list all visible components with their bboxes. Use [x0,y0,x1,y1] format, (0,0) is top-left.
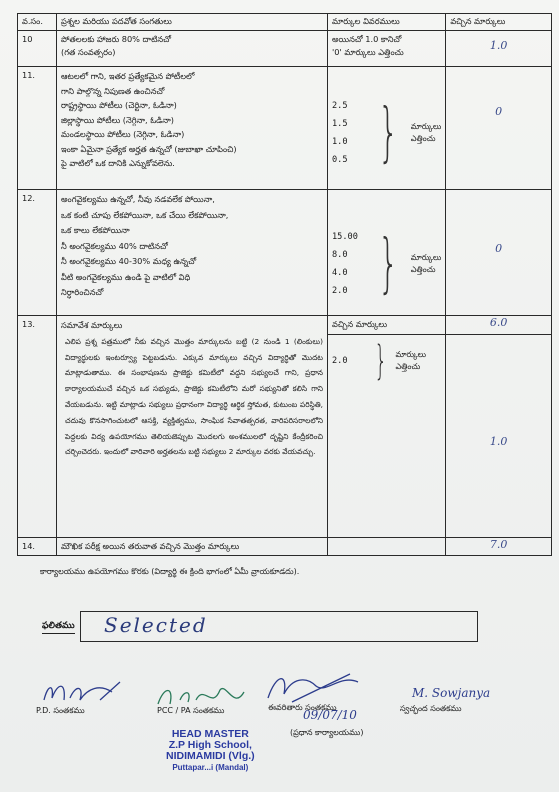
question-line: పోతలలకు హాజరు 80% దాటినచో [61,34,172,44]
row-number: 10 [18,31,57,67]
mark-value: 2.0 [332,355,348,366]
question-line: నీ అంగవైకల్యము 40% దాటినచో [61,240,168,251]
brace-label: ఎత్తించు [410,265,436,274]
row-obtained [446,538,552,556]
question-line: ఒక కాలు లేకపోయినా [61,225,130,235]
question-line: ఒక కంటి చూపు లేకపోయినా, ఒక చేయి లేకపోయినా, [61,209,229,220]
row-question [57,67,328,190]
question-line: (గత సంవత్సరం) [61,47,116,57]
brace-label: మార్కులు [410,253,442,262]
question-line: నిర్ధారించినచో [61,287,104,297]
obtained-label: వచ్చిన మార్కులు [332,319,388,329]
marks-table [17,13,552,556]
school-stamp [166,729,255,773]
row-question [57,190,328,316]
question-line: పై వాటిలో ఒక దానికి ఎన్నుకోవలెను. [61,158,175,168]
stamp-line: Z.P High School, [168,739,252,751]
signature-pd [40,678,130,708]
row-marks [328,538,446,556]
stamp-line: HEAD MASTER [171,728,249,740]
brace-label: ఎత్తించు [395,362,421,371]
table-header [18,14,552,31]
header-question: ప్రశ్నల మరియు పదవోత సంగతులు [57,14,328,31]
brace-label: మార్కులు [410,122,442,131]
question-line: జిల్లాస్థాయి పోటీలు (నెగ్గినా, ఓడినా) [61,114,174,125]
member-signature-label: ఈవరితారు సంతకము [268,703,337,712]
table-row [18,316,552,538]
brace-icon: } [378,227,399,301]
question-line: గాని పాల్గొన్న నిపుణత ఉంచినచో [61,85,165,96]
office-use-note: కార్యాలయము ఉపయోగము కొరకు (విద్యార్థి ఈ క్రింది భాగంలో ఏమీ వ్రాయకూడదు). [40,567,300,576]
result-label: ఫలితము [42,621,75,634]
row-question [57,538,328,556]
question-line: నీ అంగవైకల్యము 40-30% మధ్య ఉన్నచో [61,256,197,266]
obtained-top-value: 6.0 [489,316,508,329]
question-line: మండలస్థాయి పోటీలు (నెగ్గినా, ఓడినా) [61,129,185,139]
mark-value: 1.0 [332,137,348,147]
question-line: అంగవైకల్యము ఉన్నచో, నీవు నడవలేక పోయినా, [61,194,215,204]
pd-signature-label: P.D. సంతకము [36,706,85,715]
obtained-value: 0 [495,242,503,255]
mark-value: 15.00 [332,232,358,242]
member-signature-sub: (ప్రధాన కార్యాలయము) [290,728,364,737]
header-serial: వ.సం. [18,14,57,31]
table-row [18,190,552,316]
mark-value: 0.5 [332,155,348,165]
result-value: Selected [104,613,208,637]
row-marks [328,31,446,67]
row-number: 11. [18,67,57,190]
obtained-label-row [328,316,445,335]
pcc-signature-label: PCC / PA సంతకము [157,706,225,715]
mark-value: 1.5 [332,119,348,129]
obtained-value: 1.0 [489,435,508,448]
header-obtained: వచ్చిన మార్కులు [446,14,552,31]
row-marks [328,190,446,316]
row-question [57,31,328,67]
mark-value: 2.0 [332,286,348,296]
signature-date: 09/07/10 [303,708,357,722]
row-obtained [446,190,552,316]
section-title: సమావేశ మార్కులు [61,320,123,330]
mark-value: 8.0 [332,250,348,260]
marks-line: అయినచో 1.0 కానిచో [332,34,402,44]
question-line: ఆటలలో గాని, ఇతర ప్రత్యేకమైన పోటీలలో [61,71,195,81]
marks-line: '0' మార్కులు ఎత్తించు [332,47,404,57]
row-question [57,316,328,538]
row-number: 12. [18,190,57,316]
brace-label: మార్కులు [395,350,427,359]
obtained-value: 1.0 [489,39,508,52]
mark-value: 4.0 [332,268,348,278]
stamp-line: NIDIMAMIDI (Vlg.) [166,750,255,762]
table-row [18,67,552,190]
brace-label: ఎత్తించు [410,134,436,143]
mark-value: 2.5 [332,101,348,111]
total-value: 7.0 [489,538,508,551]
volunteer-signature-label: స్వచ్ఛంద సంతకము [400,704,462,713]
table-row [18,538,552,556]
signature-member [262,668,372,708]
obtained-value: 0 [495,105,503,118]
brace-icon: } [378,96,399,170]
row-number: 13. [18,316,57,538]
row-obtained [446,67,552,190]
signature-volunteer-name: M. Sowjanya [412,686,491,700]
table-row [18,31,552,67]
section-paragraph: ఎలిప ప్రశ్న పత్రములో నీకు వచ్చిన మొత్తం మార్కులను బట్టి (2 నుండి 1 (లింకులు) విద్యార్థులకు ఇంటర్వ్యూ పెట్టబడును. ఎక్కువ మార్కులు వచ్చిన విద్యార్థితో మొదట మాట్లాడుతాము. ఈ సంభాషణను ప్రాజెక్టు కమిటీలో వద్దని సభ్యులచే గాని, ప్రధాన కార్యాలయముచే వచ్చిన ఒక సభ్యుడు, ప్రాజెక్టు కమిటీలోని మరో సభ్యునితో కలిసి గాని వేయబడును. ఇట్టి మాట్లాడు సభ్యులు ప్రధానంగా విద్యార్థి ఆర్థిక స్తోమత, కుటుంబ పరిస్థితి, చదువు కొనసాగించుటలో ఆసక్తి, వ్యక్తిత్వము, సాంఘిక సేవాతత్పరత, వారిపరిసరాలలోని పెద్దలకు విద్య ఉపయోగము తెలియజెప్పుట మొదలగు అంశములలో దృష్టిని కేంద్రీకరించి చర్చించెదరు. ఇందులో వారివారి అర్హతలను బట్టి సభ్యులు 2 మార్కుల వరకు వేయవచ్చు. [65,336,323,457]
question-line: ఇంకా ఏమైనా ప్రత్యేక అర్హత ఉన్నచో (జుబాఖా చూపించి) [61,143,237,154]
brace-icon: } [374,338,388,384]
row-obtained [446,31,552,67]
row-marks [328,316,446,538]
question-line: వీటి అంగవైకల్యము ఉండి పై వాటిలో విధి [61,271,191,282]
stamp-line: Puttapar...i (Mandal) [172,763,249,772]
header-marks: మార్కుల వివరములు [328,14,446,31]
row-marks [328,67,446,190]
row-obtained [446,316,552,538]
question-line: రాష్ట్రస్థాయి పోటీలు (చెర్టినా, ఓడినా) [61,100,177,110]
row-number: 14. [18,538,57,556]
total-label: మౌఖిక పరీక్ష అయిన తరువాత వచ్చిన మొత్తం మార్కులు [61,541,240,551]
